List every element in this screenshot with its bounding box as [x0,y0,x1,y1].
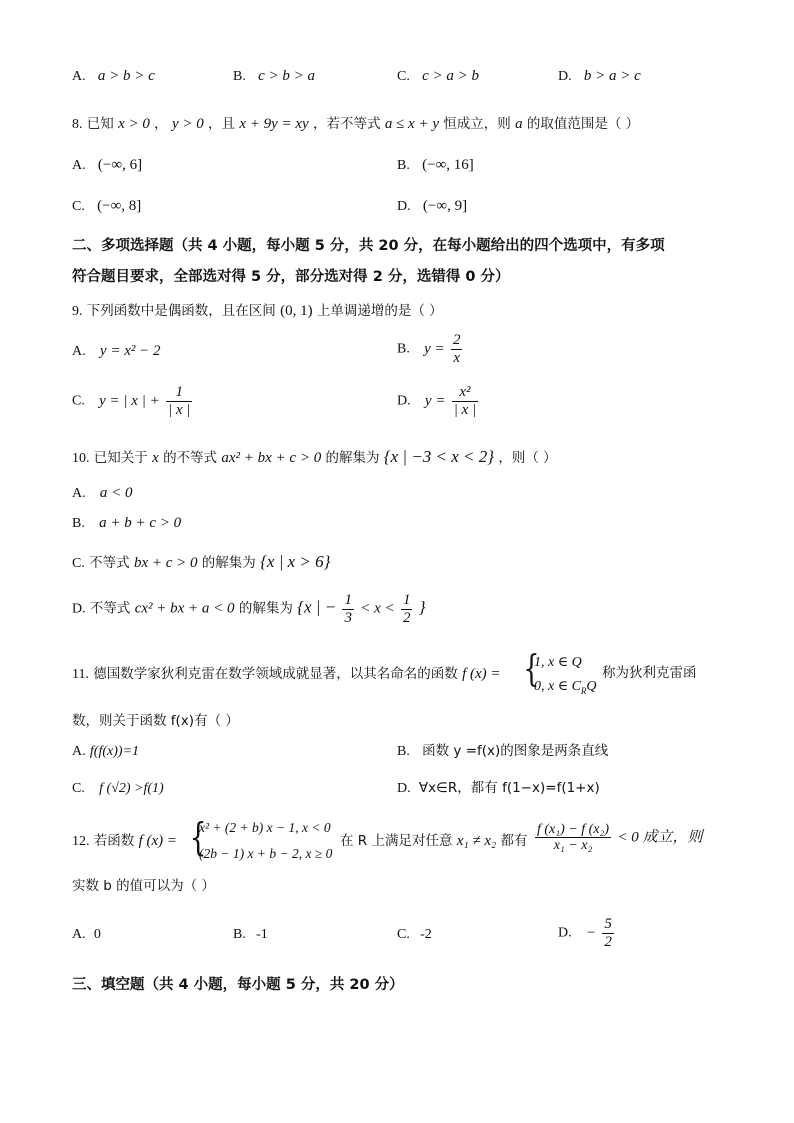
option-text: a < 0 [99,485,133,501]
case-subscript: R [580,685,587,696]
fraction-numerator: 1 [344,592,352,608]
option-label: C. [397,69,410,84]
q10-text: 的不等式 [163,450,218,466]
option-text: c > a > b [422,68,480,84]
fraction-numerator: f (x₁) − f (x₂) [537,822,610,837]
option-text: 0 [93,927,101,942]
option-text: ∀x∈R，都有 f(1−x)=f(1+x) [418,780,600,796]
option-math: } [418,597,426,617]
fraction [535,822,611,854]
q9-option-a[interactable] [72,344,160,359]
q11-piecewise-brace: { [523,649,540,690]
q12-stem-continued [340,834,528,849]
q10-math: {x | −3 < x < 2} [383,447,495,466]
q9-text: 上单调递增的是（ ） [316,303,443,319]
q8-math: x + 9y = xy [239,116,309,132]
q12-stem [72,834,177,849]
fraction-denominator: x₁ − x₂ [553,838,593,854]
option-label: C. [397,927,410,942]
option-label: D. [72,601,86,617]
case-text: Q [586,679,597,694]
q8-option-c[interactable] [72,199,141,214]
question-number: 10. [72,451,90,466]
section-heading: 三、填空题（共 4 小题，每小题 5 分，共 20 分） [72,977,404,993]
option-text: 的解集为 [201,555,256,571]
case-text: 0, x ∈ C [534,679,581,694]
option-text: (−∞, 16] [422,157,474,173]
fraction-denominator: 2 [402,609,411,626]
q10-stem [72,448,557,466]
q11-option-a[interactable] [72,745,139,759]
q8-text: ， [154,116,168,132]
option-label: B. [233,69,246,84]
q9-option-d[interactable] [397,384,480,418]
option-text: a > b > c [97,68,155,84]
option-label: D. [397,199,411,214]
option-text: (−∞, 6] [97,157,143,173]
option-text: c > b > a [258,68,316,84]
q12-case-1: x² + (2 + b) x − 1, x < 0 [199,820,331,835]
q8-option-a[interactable] [72,158,142,173]
fraction-numerator: 1 [402,592,411,608]
q12-math: < 0 成立，则 [617,829,703,846]
fraction-denominator: 3 [344,609,352,626]
q12-option-a[interactable] [72,928,101,942]
q12-text: 都有 [500,833,528,849]
option-label: D. [558,925,572,941]
fraction-numerator: 1 [166,384,192,402]
fraction [401,592,413,626]
option-text: f(f(x))=1 [89,744,140,759]
q11-case-2 [534,680,597,696]
q9-math: (0, 1) [280,303,313,319]
option-text: 的解集为 [238,600,293,617]
question-number: 12. [72,834,90,849]
q8-text: ，且 [208,116,236,132]
fraction [342,592,354,626]
q7-option-b[interactable] [233,69,315,84]
option-sign: − [585,924,597,941]
option-text: (−∞, 9] [422,198,468,214]
q7-option-d[interactable] [558,69,641,84]
q12-option-c[interactable] [397,928,432,942]
option-label: B. [397,158,410,173]
q11-option-c[interactable] [72,782,164,796]
option-label: B. [397,341,410,357]
q11-text: 数，则关于函数 f(x)有（ ） [72,713,239,729]
option-label: A. [72,69,86,84]
q7-option-a[interactable] [72,69,155,84]
q11-math: f (x) = [462,666,501,682]
q8-text: ，若不等式 [313,116,381,132]
fraction-denominator: | x | [453,401,477,418]
section-heading: 二、多项选择题（共 4 小题，每小题 5 分，共 20 分，在每小题给出的四个选项中，有多项 [72,238,665,254]
fraction-numerator: 2 [452,332,461,348]
q10-option-a[interactable] [72,486,133,501]
option-text: b > a > c [583,68,641,84]
option-text: y = x² − 2 [99,343,161,359]
q8-text: 的取值范围是（ ） [526,116,640,132]
q11-case-1: 1, x ∈ Q [534,655,582,670]
option-math: bx + c > 0 [133,555,198,571]
option-label: C. [72,199,85,214]
option-text: 函数 y =f(x)的图象是两条直线 [422,743,609,759]
q11-option-d[interactable] [397,782,600,796]
q10-math: x [152,450,159,466]
q11-stem [72,667,501,682]
q10-option-c[interactable] [72,553,330,571]
q8-math: x > 0 [118,116,150,132]
option-math: cx² + bx + a < 0 [134,600,235,617]
fraction-numerator: x² [452,384,478,402]
q12-option-b[interactable] [233,928,268,942]
option-label: B. [397,744,410,759]
q9-text: 下列函数中是偶函数，且在区间 [86,303,276,319]
option-label: A. [72,486,86,501]
option-label: C. [72,556,85,571]
q9-stem [72,304,443,319]
q11-text: 德国数学家狄利克雷在数学领域成就显著，以其名命名的函数 [93,666,458,682]
option-text: -1 [256,927,268,942]
q8-math: y > 0 [171,116,204,132]
q8-option-d[interactable] [397,199,467,214]
option-label: A. [72,927,86,942]
option-text: f (√2) >f(1) [99,781,164,796]
q10-option-b[interactable] [72,516,181,531]
option-math: < x < [360,600,395,617]
q8-stem [72,117,639,132]
option-text: y = [424,340,445,357]
q12-text: 若函数 [93,833,135,849]
fraction [451,332,463,366]
option-text: 不等式 [89,600,131,617]
question-number: 9. [72,304,83,319]
q9-option-c[interactable] [72,384,194,418]
fraction [602,916,614,950]
q10-option-d[interactable] [72,592,426,626]
option-label: A. [72,744,86,759]
question-number: 11. [72,667,89,682]
q12-piecewise-brace: { [189,815,207,859]
option-label: B. [233,927,246,942]
q8-option-b[interactable] [397,158,474,173]
option-label: D. [397,393,411,409]
q8-text: 恒成立，则 [443,116,511,132]
option-label: C. [72,393,85,409]
option-math: {x | x > 6} [260,552,331,571]
fraction-denominator: 2 [604,933,612,950]
fraction-numerator: 5 [604,916,612,932]
q7-option-c[interactable] [397,69,479,84]
q10-text: 已知关于 [93,450,148,466]
q9-option-b[interactable] [397,332,464,366]
option-label: D. [397,781,411,796]
q8-math: a ≤ x + y [384,116,439,132]
option-label: D. [558,69,572,84]
option-text: a + b + c > 0 [99,515,182,531]
option-label: A. [72,344,86,359]
option-text: y = | x | + [99,392,160,409]
fraction-denominator: | x | [168,401,191,418]
q11-text: 称为狄利克雷函 [602,665,697,681]
question-number: 8. [72,117,83,132]
fraction-denominator: x [453,349,461,366]
option-text: -2 [420,927,432,942]
option-label: B. [72,516,85,531]
q10-math: ax² + bx + c > 0 [221,450,322,466]
q10-text: ，则（ ） [498,450,557,466]
q12-text: 在 R 上满足对任意 [340,833,453,849]
option-label: C. [72,781,85,796]
fraction [166,384,192,418]
q12-option-d[interactable] [558,916,616,950]
q12-text: 实数 b 的值可以为（ ） [72,878,215,894]
option-label: A. [72,158,86,173]
q12-math: f (x) = [138,833,178,849]
q10-text: 的解集为 [325,450,380,466]
q11-option-b[interactable] [397,745,608,759]
q12-math: x₁ ≠ x₂ [456,833,497,849]
section-heading: 符合题目要求，全部选对得 5 分，部分选对得 2 分，选错得 0 分） [72,269,510,285]
q12-fraction-line [533,822,702,854]
option-text: y = [424,392,446,409]
q8-text: 已知 [86,116,114,132]
fraction [452,384,478,418]
option-math: {x | − [297,597,337,617]
option-text: 不等式 [89,555,130,571]
q12-case-2: (2b − 1) x + b − 2, x ≥ 0 [199,846,333,861]
q8-math: a [515,116,523,132]
option-text: (−∞, 8] [97,198,142,214]
